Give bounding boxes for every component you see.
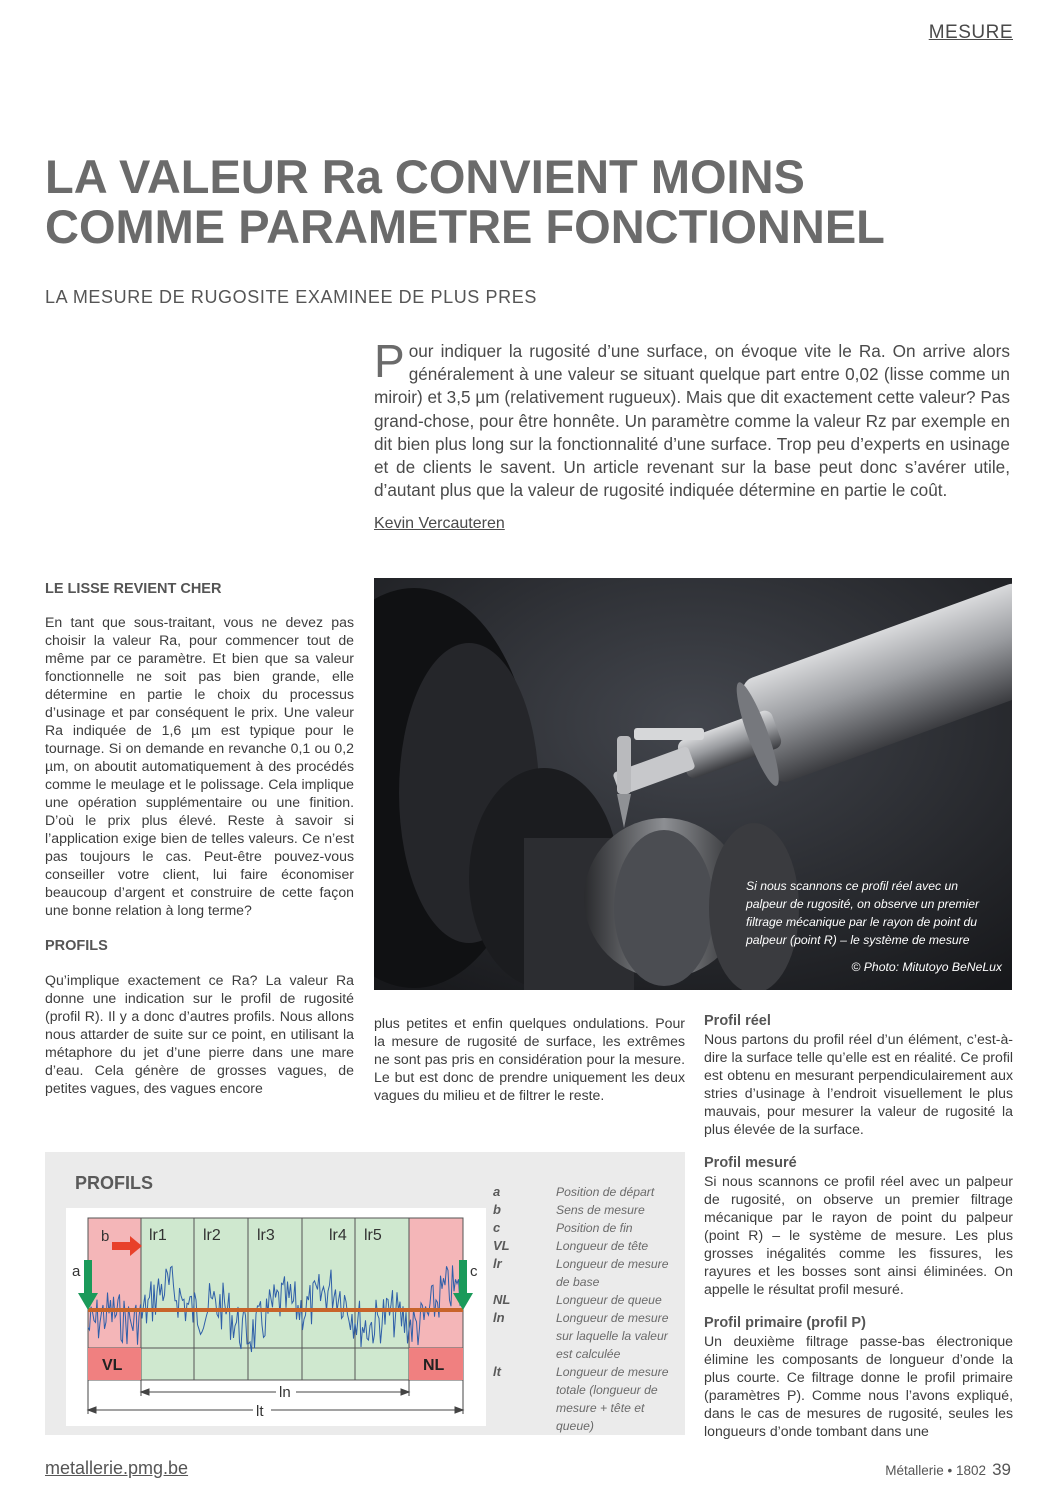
legend-row — [493, 1219, 683, 1237]
legend-row — [493, 1255, 683, 1291]
website-link[interactable]: metallerie.pmg.be — [45, 1458, 189, 1478]
label-a: a — [72, 1263, 81, 1280]
legend-value: Position de fin — [556, 1221, 633, 1235]
label-ln: ln — [279, 1384, 291, 1401]
legend-row — [493, 1291, 683, 1309]
title-line-2: COMME PARAMETRE FONCTIONNEL — [45, 200, 885, 253]
label-vl: VL — [102, 1357, 123, 1374]
legend-row — [493, 1201, 683, 1219]
legend-value: Longueur de mesure de base — [556, 1257, 669, 1289]
legend-value: Longueur de tête — [556, 1239, 649, 1253]
label-lr2: lr2 — [203, 1227, 221, 1244]
article-subtitle: LA MESURE DE RUGOSITE EXAMINEE DE PLUS PRES — [45, 287, 537, 307]
drop-cap: P — [374, 335, 405, 387]
photo-credit: © Photo: Mitutoyo BeNeLux — [851, 960, 1002, 974]
heading-profil-mesure: Profil mesuré — [704, 1155, 797, 1171]
paragraph-profil-primaire: Un deuxième filtrage passe-bas électronique élimine les composants de longueur d’onde la plus courte. Ce filtrage donne le profil primaire (paramètres P). Comme nous l’avons expliqué, dans le cas de mesures de rugosité, seules les longueurs d’onde tombant dans une — [704, 1333, 1013, 1439]
title-line-1: LA VALEUR Ra CONVIENT MOINS — [45, 150, 805, 203]
heading-profils: PROFILS — [45, 938, 108, 954]
photo-caption: Si nous scannons ce profil réel avec un palpeur de rugosité, on observe un premier filtrage mécanique par le rayon de point du palpeur (point R) – le système de mesure — [746, 879, 980, 947]
label-lt: lt — [256, 1403, 264, 1420]
legend-value: Position de départ — [556, 1185, 655, 1199]
author-link[interactable]: Kevin Vercauteren — [374, 515, 505, 532]
legend-key: NL — [493, 1292, 511, 1307]
legend-value: Sens de mesure — [556, 1203, 645, 1217]
section-tag: MESURE — [928, 22, 1013, 43]
legend-row — [493, 1237, 683, 1255]
legend-key: ln — [493, 1310, 505, 1325]
label-lr1: lr1 — [149, 1227, 167, 1244]
legend-row — [493, 1309, 683, 1363]
label-lr5: lr5 — [364, 1227, 382, 1244]
heading-lisse: LE LISSE REVIENT CHER — [45, 581, 222, 597]
heading-profil-reel: Profil réel — [704, 1013, 771, 1029]
paragraph-profil-reel: Nous partons du profil réel d’un élément, c’est-à-dire la surface telle qu’elle est en réalité. Ce profil est obtenu en mesurant perpendiculairement aux stries d’usinage à l’endroit visuellement le plus mauvais, pour mesurer la valeur de rugosité la plus élevée de la surface. — [704, 1031, 1013, 1137]
column-1 — [45, 580, 354, 1097]
paragraph-profil-mesure: Si nous scannons ce profil réel avec un palpeur de rugosité, on observe un premier filtrage mécanique par le rayon de point du palpeur (point R) – le système de mesure. Les plus grosses inégalités comme les fissures, les rayures et les bosses sont ainsi éliminées. On appelle le résultat profil mesuré. — [704, 1173, 1013, 1297]
label-lr4: lr4 — [329, 1227, 347, 1244]
legend-key: VL — [493, 1238, 510, 1253]
legend-value: Longueur de mesure totale (longueur de mesure + tête et queue) — [556, 1365, 669, 1433]
lead-paragraph — [374, 335, 1010, 502]
column-2 — [374, 1014, 685, 1104]
paragraph-continued: plus petites et enfin quelques ondulations. Pour la mesure de rugosité de surface, les extrêmes ne sont pas pris en considération pour la mesure. Le but est donc de prendre uniquement les deux vagues du milieu et de filtrer le reste. — [374, 1015, 685, 1103]
label-b: b — [101, 1228, 110, 1245]
column-3 — [704, 1012, 1013, 1440]
legend-key: c — [493, 1220, 501, 1235]
legend-key: lr — [493, 1256, 502, 1271]
label-nl: NL — [423, 1357, 445, 1374]
legend-key: a — [493, 1184, 501, 1199]
legend-key: b — [493, 1202, 501, 1217]
article-title — [45, 152, 1005, 252]
heading-profil-primaire: Profil primaire (profil P) — [704, 1315, 866, 1331]
lead-text: our indiquer la rugosité d’une surface, on évoque vite le Ra. On arrive alors généralement à une valeur se situant quelque part entre 0,02 (lisse comme un miroir) et 3,5 µm (relativement rugueux). Mais que dit exactement cette valeur? Pas grand-chose, pour être honnête. Un paramètre comme la valeur Rz par exemple en dit bien plus long sur la fonctionnalité d’une surface. Trop peu d’experts en usinage et de clients le savent. Un article revenant sur la base peut donc s’avérer utile, d’autant plus que la valeur de rugosité indiquée détermine en partie le coût. — [374, 341, 1010, 501]
paragraph-profils: Qu’implique exactement ce Ra? La valeur Ra donne une indication sur le profil de rugosité (profil R). Il y a donc d’autres profils. Nous allons nous attarder de suite sur ce point, en utilisant la métaphore du jet d’une pierre dans une mare d’eau. Cela génère de grosses vagues, de petites vagues, des vagues encore — [45, 972, 354, 1096]
paragraph-lisse: En tant que sous-traitant, vous ne devez pas choisir la valeur Ra, pour commencer tout de même par ce paramètre. Et bien que sa valeur fonctionnelle ne soit pas bien grande, elle détermine en partie le choix du processus d’usinage et par conséquent le prix. Une valeur Ra indiquée de 1,6 µm est typique pour le tournage. Si on demande en revanche 0,1 ou 0,2 µm, on aboutit automatiquement à des procédés comme le meulage et le polissage. Cela implique une opération supplémentaire ou une finition. D’où le prix plus élevé. Reste à savoir si l’application exige bien de telles valeurs. Ce n’est pas toujours le cas. Peut-être pouvez-vous conseiller votre client, lui faire économiser beaucoup d’argent et construire de cette façon une bonne relation à long terme? — [45, 614, 354, 918]
legend-key: lt — [493, 1364, 501, 1379]
label-c: c — [470, 1263, 478, 1280]
legend-row — [493, 1363, 683, 1435]
figure-legend — [493, 1183, 683, 1435]
legend-value: Longueur de queue — [556, 1293, 662, 1307]
legend-row — [493, 1183, 683, 1201]
profile-diagram — [66, 1208, 486, 1426]
figure-title: PROFILS — [75, 1173, 154, 1193]
legend-value: Longueur de mesure sur laquelle la valeur est calculée — [556, 1311, 669, 1361]
magazine-issue: Métallerie • 1802 — [885, 1463, 987, 1478]
label-lr3: lr3 — [257, 1227, 275, 1244]
page-number: 39 — [992, 1460, 1011, 1479]
page-footer — [885, 1460, 1011, 1480]
